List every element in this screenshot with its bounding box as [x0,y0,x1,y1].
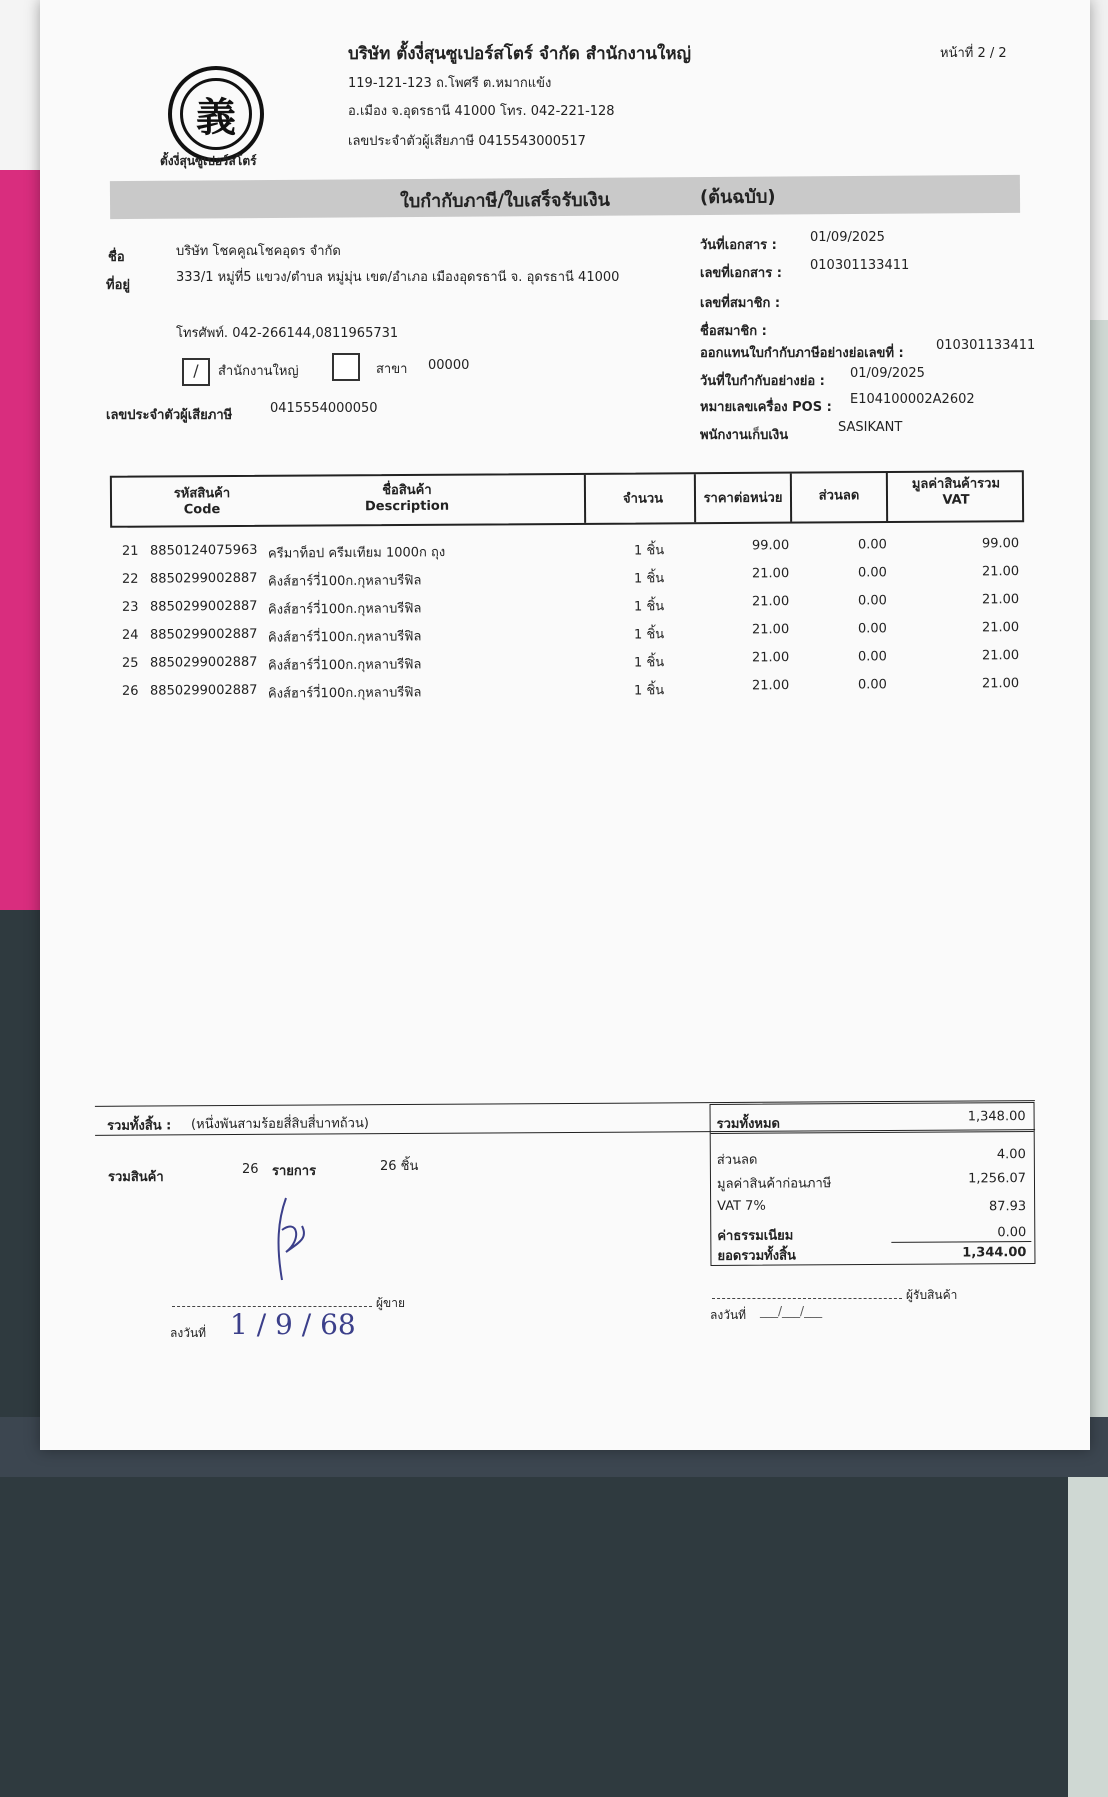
header-amount-th: มูลค่าสินค้ารวม [911,476,1001,492]
grand-total-value: 1,348.00 [967,1109,1026,1125]
discount-value: 4.00 [996,1147,1026,1163]
row-code: 8850299002887 [149,598,258,615]
hq-label: สำนักงานใหญ่ [218,364,299,379]
row-discount: 0.00 [857,677,887,693]
branch-number: 00000 [428,358,470,373]
net-total-label: ยอดรวมทั้งสิ้น [717,1248,796,1264]
abbr-invoice-date: 01/09/2025 [850,366,925,381]
row-unit-price: 21.00 [751,622,790,638]
member-number-label: เลขที่สมาชิก : [700,296,781,311]
cashier-name: SASIKANT [838,420,903,435]
row-code: 8850299002887 [149,654,258,671]
document-title-bar [110,175,1020,219]
row-amount: 21.00 [981,564,1020,580]
row-amount: 21.00 [981,648,1020,664]
customer-tax-id: 0415554000050 [270,401,378,416]
row-number: 24 [121,627,139,643]
customer-name: บริษัท โชคคูณโชคอุดร จำกัด [176,244,341,259]
header-code-th: รหัสสินค้า [173,486,231,502]
replace-invoice-number: 010301133411 [936,338,1036,353]
row-unit-price: 99.00 [751,538,790,554]
table-row [122,536,1022,564]
vat-label: VAT 7% [717,1198,766,1214]
cashier-label: พนักงานเก็บเงิน [700,428,789,443]
header-unit-price: ราคาต่อหน่วย [703,490,783,507]
customer-name-label: ชื่อ [108,250,125,265]
header-code [152,486,252,519]
row-unit-price: 21.00 [751,650,790,666]
company-logo [168,66,264,162]
row-number: 21 [121,543,139,559]
row-unit-price: 21.00 [751,594,790,610]
pre-vat-value: 1,256.07 [968,1171,1027,1187]
customer-phone: โทรศัพท์. 042-266144,0811965731 [176,326,399,341]
grand-total-label: รวมทั้งหมด [716,1116,781,1132]
receiver-signature-line [712,1298,902,1299]
row-unit-price: 21.00 [751,678,790,694]
items-unit: รายการ [272,1164,317,1179]
discount-label: ส่วนลด [716,1152,758,1168]
row-description: คิงส์ฮาร์วี่100ก.กุหลาบรีฟิล [267,685,422,702]
document-title: ใบกำกับภาษี/ใบเสร็จรับเงิน [399,189,610,213]
row-code: 8850124075963 [149,542,258,559]
receiver-date-label: ลงวันที่ [710,1308,747,1322]
company-name: บริษัท ตั้งงี่สุนซูเปอร์สโตร์ จำกัด สำนักงานใหญ่ [348,44,692,64]
table-row [122,620,1022,648]
header-description-th: ชื่อสินค้า [382,482,432,499]
row-code: 8850299002887 [149,570,258,587]
doc-number-label: เลขที่เอกสาร : [700,266,782,281]
seller-date-handwritten: 1 / 9 / 68 [230,1308,356,1341]
logo-emblem-icon: 義 [180,78,252,150]
col-separator [584,475,586,523]
page-number: หน้าที่ 2 / 2 [940,46,1007,61]
tax-invoice-page [40,0,1090,1450]
hq-checkbox: / [182,358,210,386]
row-description: คิงส์ฮาร์วี่100ก.กุหลาบรีฟิล [267,629,422,646]
doc-number: 010301133411 [810,258,910,273]
totals-box [710,1102,1036,1266]
net-total-rule [891,1241,1031,1243]
logo-caption: ตั้งงี่สุนซูเปอร์สโตร์ [160,154,257,168]
fee-value: 0.00 [997,1225,1027,1241]
abbr-invoice-date-label: วันที่ใบกำกับอย่างย่อ : [700,374,825,389]
customer-address-label: ที่อยู่ [106,278,130,293]
row-discount: 0.00 [857,565,887,581]
row-number: 23 [121,599,139,615]
replace-invoice-label: ออกแทนใบกำกับภาษีอย่างย่อเลขที่ : [700,346,904,361]
company-address-1: 119-121-123 ถ.โพศรี ต.หมากแข้ง [348,76,552,91]
total-text-label: รวมทั้งสิ้น : [106,1118,172,1134]
branch-checkbox [332,353,360,381]
row-amount: 21.00 [981,620,1020,636]
company-address-2: อ.เมือง จ.อุดรธานี 41000 โทร. 042-221-128 [348,104,615,119]
header-amount [888,476,1024,509]
row-description: คิงส์ฮาร์วี่100ก.กุหลาบรีฟิล [267,573,422,590]
row-quantity: 1 ชิ้น [633,683,665,699]
items-total-label: รวมสินค้า [108,1170,164,1185]
row-quantity: 1 ชิ้น [633,543,665,559]
row-description: ครีมาท็อป ครีมเทียม 1000ก ถุง [267,545,446,562]
pos-label: หมายเลขเครื่อง POS : [700,400,832,415]
row-number: 26 [121,683,139,699]
row-amount: 21.00 [981,676,1020,692]
table-row [122,564,1022,592]
row-amount: 21.00 [981,592,1020,608]
seller-signature-line [172,1306,372,1307]
receiver-label: ผู้รับสินค้า [906,1288,958,1302]
row-number: 25 [121,655,139,671]
receiver-date-blank: ___/___/___ [760,1304,823,1318]
row-quantity: 1 ชิ้น [633,627,665,643]
items-count: 26 [242,1162,259,1177]
row-quantity: 1 ชิ้น [633,655,665,671]
branch-label: สาขา [376,362,408,377]
row-description: คิงส์ฮาร์วี่100ก.กุหลาบรีฟิล [267,601,422,618]
row-code: 8850299002887 [149,626,258,643]
row-description: คิงส์ฮาร์วี่100ก.กุหลาบรีฟิล [267,657,422,674]
pos-number: E104100002A2602 [850,392,975,407]
pre-vat-label: มูลค่าสินค้าก่อนภาษี [716,1176,832,1192]
row-discount: 0.00 [857,649,887,665]
customer-tax-label: เลขประจำตัวผู้เสียภาษี [106,408,233,423]
row-discount: 0.00 [857,537,887,553]
header-discount: ส่วนลด [818,488,860,504]
row-quantity: 1 ชิ้น [633,599,665,615]
row-discount: 0.00 [857,593,887,609]
header-description [342,483,472,516]
customer-address: 333/1 หมู่ที่5 แขวง/ตำบล หมู่มุ่น เขต/อำเภอ เมืองอุดรธานี จ. อุดรธานี 41000 [176,270,620,285]
seller-signature [272,1190,322,1290]
row-amount: 99.00 [981,536,1020,552]
table-row [122,648,1022,676]
table-row [122,592,1022,620]
row-discount: 0.00 [857,621,887,637]
header-quantity: จำนวน [622,491,664,507]
row-quantity: 1 ชิ้น [633,571,665,587]
seller-date-label: ลงวันที่ [170,1326,207,1340]
header-amount-en: VAT [942,492,970,508]
doc-date-label: วันที่เอกสาร : [700,238,777,253]
items-table-header [110,470,1024,528]
company-tax-id: เลขประจำตัวผู้เสียภาษี 0415543000517 [348,134,586,149]
total-text: (หนึ่งพันสามร้อยสี่สิบสี่บาทถ้วน) [190,1116,369,1133]
pieces-count: 26 ชิ้น [380,1159,419,1174]
row-code: 8850299002887 [149,682,258,699]
member-name-label: ชื่อสมาชิก : [700,324,767,339]
seller-label: ผู้ขาย [376,1296,406,1310]
header-description-en: Description [364,498,450,515]
row-unit-price: 21.00 [751,566,790,582]
vat-value: 87.93 [988,1199,1027,1215]
document-copy-label: (ต้นฉบับ) [699,186,776,209]
table-row [122,676,1022,704]
row-number: 22 [121,571,139,587]
net-total-value: 1,344.00 [962,1245,1027,1261]
doc-date: 01/09/2025 [810,230,885,245]
header-code-en: Code [183,502,221,518]
fee-label: ค่าธรรมเนียม [717,1228,794,1244]
